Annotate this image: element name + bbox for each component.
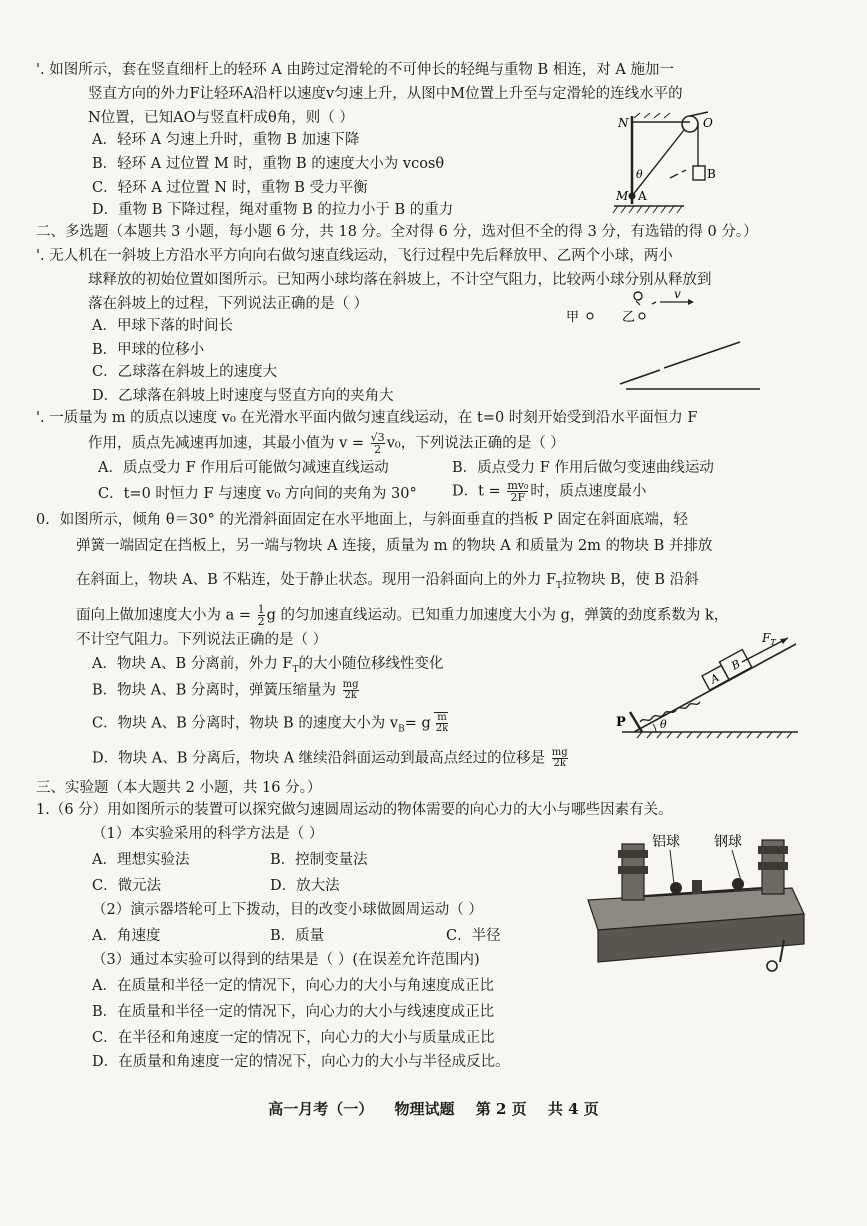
q8-option-d: D．乙球落在斜坡上时速度与竖直方向的夹角大 [92, 388, 394, 404]
q10-option-b-den: 2k [344, 690, 357, 701]
q11-sub2-option-c: C．半径 [446, 928, 501, 944]
q9-line2-tail: v₀，下列说法正确的是（ ） [386, 435, 565, 452]
q10-fig-label-a: A [708, 671, 722, 687]
q8-option-a: A．甲球下落的时间长 [92, 318, 233, 334]
q10-fig-label-f-sub: T [770, 638, 776, 647]
q8-fig-label-jia: 甲 [566, 310, 580, 325]
q7-fig-label-a: A [638, 189, 647, 203]
q9-line2-text: 作用，质点先减速再加速，其最小值为 v = [88, 435, 365, 452]
q10-line4-tail: g 的匀加速直线运动。已知重力加速度大小为 g，弹簧的劲度系数为 k， [266, 607, 729, 624]
q10-fig-label-theta: θ [660, 718, 667, 731]
q11-sub1-option-c: C．微元法 [92, 878, 162, 894]
footer-page: 第 2 页 [475, 1100, 527, 1118]
q7-option-d: D．重物 B 下降过程，绳对重物 B 的拉力小于 B 的重力 [92, 202, 454, 218]
q9-option-d-text: D．t = [452, 483, 501, 500]
q11-sub1: （1）本实验采用的科学方法是（ ） [92, 826, 324, 842]
q10-option-a-sub: T [292, 664, 299, 675]
q8-line1: '. 无人机在一斜坡上方沿水平方向向右做匀速直线运动，飞行过程中先后释放甲、乙两个小球，两小 [36, 248, 673, 264]
q9-option-a: A．质点受力 F 作用后可能做匀减速直线运动 [98, 460, 389, 476]
q10-line4-text: 面向上做加速度大小为 a = [76, 607, 252, 624]
q7-fig-label-n: N [618, 116, 629, 130]
q10-fig-label-f [761, 631, 776, 647]
q10-option-d [92, 748, 570, 769]
q11-sub3-option-d: D．在质量和角速度一定的情况下，向心力的大小与半径成反比。 [92, 1054, 510, 1070]
q10-option-a-tail: 的大小随位移线性变化 [298, 656, 444, 672]
q11-sub2-option-a: A．角速度 [92, 928, 161, 944]
q8-option-b: B．甲球的位移小 [92, 342, 205, 358]
q7-line1: '. 如图所示，套在竖直细杆上的轻环 A 由跨过定滑轮的不可伸长的轻绳与重物 B 相连，对 A 施加一 [36, 62, 674, 78]
q10-option-c-eq: = g [404, 715, 431, 732]
q8-line3: 落在斜坡上的过程，下列说法正确的是（ ） [88, 296, 369, 312]
q11-line1: 1.（6 分）用如图所示的装置可以探究做匀速圆周运动的物体需要的向心力的大小与哪些因素有关。 [36, 802, 673, 818]
q11-sub2: （2）演示器塔轮可上下拨动，目的改变小球做圆周运动（ ） [92, 902, 483, 918]
q10-option-c-text: C．物块 A、B 分离时，物块 B 的速度大小为 v [92, 715, 399, 732]
q9-frac-den: 2 [374, 443, 382, 456]
q10-option-c-num: m [437, 712, 447, 723]
q10-line3 [76, 570, 699, 596]
q7-fig-label-o: O [703, 116, 713, 130]
q10-option-c-den: 2k [435, 723, 449, 734]
q10-option-a-text: A．物块 A、B 分离前，外力 F [92, 656, 293, 672]
q8-figure [560, 288, 770, 393]
q11-sub3: （3）通过本实验可以得到的结果是（ ）(在误差允许范围内) [92, 952, 480, 968]
q9-line2 [88, 432, 565, 455]
q10-option-d-text: D．物块 A、B 分离后，物块 A 继续沿斜面运动到最高点经过的位移是 [92, 750, 546, 767]
q7-option-b: B．轻环 A 过位置 M 时，重物 B 的速度大小为 vcosθ [92, 156, 445, 172]
q7-fig-label-theta: θ [636, 168, 643, 181]
q10-option-c-sub: B [398, 724, 405, 735]
q10-option-b-num: mg [342, 679, 359, 690]
q10-option-a [92, 654, 444, 680]
q9-option-d-fraction [507, 480, 528, 503]
q8-fig-label-v: v [674, 288, 681, 301]
q9-min-speed-fraction [371, 432, 385, 455]
q10-option-b-fraction [343, 680, 359, 701]
q10-line1: 0．如图所示，倾角 θ＝30° 的光滑斜面固定在水平地面上，与斜面垂直的挡板 P 固定在斜面底端，轻 [36, 512, 688, 528]
q10-accel-fraction [258, 604, 265, 627]
footer-exam: 高一月考（一） [268, 1100, 374, 1118]
q11-sub1-option-b: B．控制变量法 [270, 852, 368, 868]
q11-sub1-option-d: D．放大法 [270, 878, 340, 894]
section-3-heading: 三、实验题（本大题共 2 小题，共 16 分。） [36, 780, 322, 796]
q7-line2: 竖直方向的外力F让轻环A沿杆以速度v匀速上升，从图中M位置上升至与定滑轮的连线水平的 [88, 86, 683, 102]
q10-line4-num: 1 [257, 603, 265, 616]
q9-option-d-den: 2F [510, 491, 526, 504]
q9-frac-num: √3 [370, 431, 385, 444]
q8-fig-label-yi: 乙 [622, 310, 636, 325]
q10-option-b-text: B．物块 A、B 分离时，弹簧压缩量为 [92, 682, 336, 699]
q9-option-d [452, 480, 646, 503]
q10-line3-text: 在斜面上，物块 A、B 不粘连，处于静止状态。现用一沿斜面向上的外力 F [76, 572, 557, 588]
q10-fig-label-f-main: F [762, 631, 771, 645]
q7-option-a: A．轻环 A 匀速上升时，重物 B 加速下降 [92, 132, 360, 148]
q9-line1: '. 一质量为 m 的质点以速度 v₀ 在光滑水平面内做匀速直线运动，在 t=0 时刻开始受到沿水平面恒力 F [36, 410, 698, 426]
q10-line3-sub: T [556, 580, 563, 591]
q10-line5: 不计空气阻力。下列说法正确的是（ ） [76, 632, 328, 648]
q10-line2: 弹簧一端固定在挡板上，另一端与物块 A 连接，质量为 m 的物块 A 和质量为 2m 的物块 B 并排放 [76, 538, 713, 554]
q11-sub1-option-a: A．理想实验法 [92, 852, 190, 868]
q7-line3: N位置，已知AO与竖直杆成θ角，则（ ） [88, 110, 354, 126]
page-footer [0, 1098, 867, 1119]
q10-option-c-fraction [436, 713, 448, 734]
q8-option-c: C．乙球落在斜坡上的速度大 [92, 364, 278, 380]
q9-option-c: C．t=0 时恒力 F 与速度 v₀ 方向间的夹角为 30° [98, 486, 417, 502]
q11-apparatus-figure [582, 822, 812, 980]
q10-option-d-den: 2k [553, 758, 566, 769]
q7-figure [610, 108, 780, 218]
q10-line4-den: 2 [257, 615, 265, 628]
q10-line3-tail: 拉物块 B，使 B 沿斜 [562, 572, 699, 588]
q11-sub3-option-a: A．在质量和半径一定的情况下，向心力的大小与角速度成正比 [92, 978, 494, 994]
q11-sub3-option-b: B．在质量和半径一定的情况下，向心力的大小与线速度成正比 [92, 1004, 495, 1020]
q9-option-d-tail: 时，质点速度最小 [530, 483, 647, 500]
q7-option-c: C．轻环 A 过位置 N 时，重物 B 受力平衡 [92, 180, 368, 196]
q10-option-c [92, 712, 448, 739]
q11-sub3-option-c: C．在半径和角速度一定的情况下，向心力的大小与质量成正比 [92, 1030, 495, 1046]
q10-option-b [92, 680, 361, 701]
q10-fig-label-p: P [616, 715, 626, 730]
footer-total: 共 4 页 [547, 1100, 599, 1118]
q10-option-c-sqrt [434, 712, 448, 734]
q10-line4 [76, 604, 728, 627]
q10-option-d-fraction [552, 748, 568, 769]
footer-subject: 物理试题 [394, 1100, 455, 1118]
q9-option-b: B．质点受力 F 作用后做匀变速曲线运动 [452, 460, 714, 476]
q10-figure [612, 630, 802, 740]
q11-fig-label-steel-ball: 钢球 [714, 834, 742, 850]
q9-option-d-num: mv₀ [507, 479, 529, 492]
q11-fig-label-aluminium-ball: 铝球 [652, 834, 680, 850]
q7-fig-label-b: B [707, 167, 716, 181]
q11-sub2-option-b: B．质量 [270, 928, 325, 944]
q10-fig-label-b: B [729, 657, 743, 673]
q10-option-d-num: mg [551, 747, 568, 758]
section-2-heading: 二、多选题（本题共 3 小题，每小题 6 分，共 18 分。全对得 6 分，选对但不全的得 3 分，有选错的得 0 分。） [36, 224, 758, 240]
q8-line2: 球释放的初始位置如图所示。已知两小球均落在斜坡上，不计空气阻力，比较两小球分别从释放到 [88, 272, 712, 288]
q7-fig-label-m: M [616, 189, 629, 203]
